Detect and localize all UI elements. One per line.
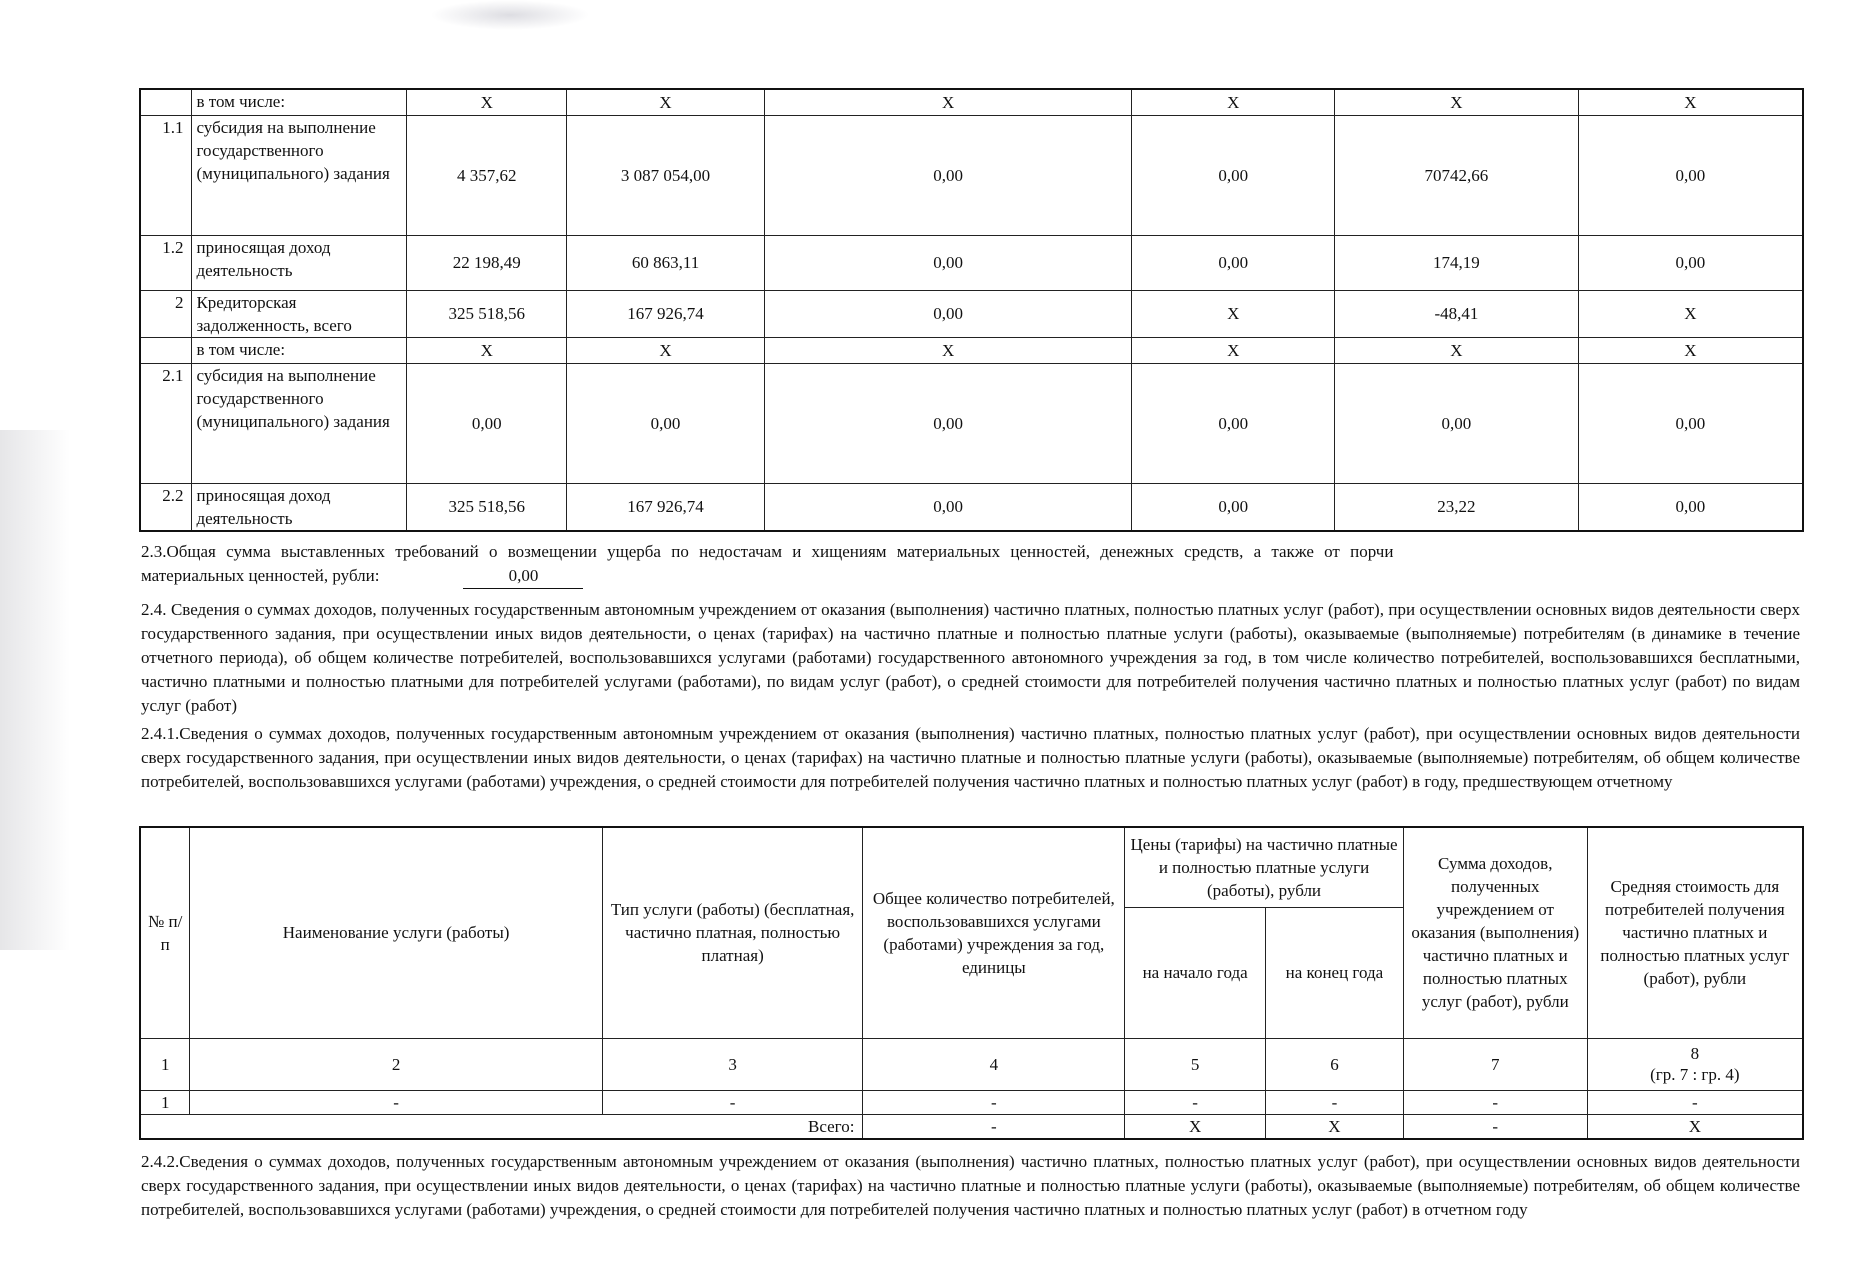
total-label: Всего:	[140, 1114, 863, 1139]
col-index: 4	[863, 1038, 1125, 1090]
value-cell: 4 357,62	[407, 115, 567, 235]
value-cell: 23,22	[1335, 483, 1579, 531]
total-cell: -	[863, 1114, 1125, 1139]
row-label: приносящая доход деятельность	[192, 483, 407, 531]
value-cell: X	[764, 89, 1131, 115]
row-number: 1.1	[140, 115, 192, 235]
col-header-service-name: Наименование услуги (работы)	[190, 827, 602, 1038]
section-2-4-1: 2.4.1.Сведения о суммах доходов, полученных государственным автономным учреждением от оказания (выполнения) частично платных, полностью платных услуг (работ), при осуществлении основных видов деятельности сверх государственного задания, при осуществлении иных видов деятельности, о ценах (тарифах) на частично платные и полностью платные услуги (работы), оказываемые (выполняемые) потребителям, об общем количестве потребителей, воспользовавшихся услугами (работами) учреждения, о средней стоимости для потребителей получения частично платных и полностью платных услуг (работ) в году, предшествующем отчетному	[141, 724, 1800, 791]
col-header-price-end: на конец года	[1266, 907, 1404, 1038]
value-cell: 0,00	[567, 363, 765, 483]
services-table	[139, 826, 1804, 1140]
value-cell: X	[1578, 89, 1803, 115]
value-cell: X	[1578, 290, 1803, 337]
row-number: 2.2	[140, 483, 192, 531]
col-index: 5	[1125, 1038, 1266, 1090]
col-index-8-number: 8	[1690, 1044, 1700, 1063]
debt-table-row	[140, 337, 1803, 363]
value-cell: 167 926,74	[567, 483, 765, 531]
damage-sum-value: 0,00	[463, 564, 583, 589]
table-cell: -	[1587, 1090, 1803, 1114]
row-label: субсидия на выполнение государственного (муниципального) задания	[192, 115, 407, 235]
table-cell: -	[190, 1090, 602, 1114]
col-header-number: № п/п	[140, 827, 190, 1038]
table-cell: -	[1125, 1090, 1266, 1114]
value-cell: 0,00	[1578, 115, 1803, 235]
total-row	[140, 1114, 1803, 1139]
value-cell: 70742,66	[1335, 115, 1579, 235]
table-cell: -	[1403, 1090, 1587, 1114]
value-cell: 0,00	[1578, 235, 1803, 290]
debt-table-row	[140, 89, 1803, 115]
scan-shadow	[0, 430, 70, 950]
table-cell: -	[602, 1090, 863, 1114]
col-index: 1	[140, 1038, 190, 1090]
value-cell: 3 087 054,00	[567, 115, 765, 235]
value-cell: X	[1335, 337, 1579, 363]
row-number	[140, 89, 192, 115]
debt-table	[139, 88, 1804, 532]
value-cell: X	[764, 337, 1131, 363]
debt-table-row	[140, 290, 1803, 337]
value-cell: 22 198,49	[407, 235, 567, 290]
value-cell: 0,00	[1335, 363, 1579, 483]
col-header-average-cost: Средняя стоимость для потребителей получения частично платных и полностью платных услуг (работ), рубли	[1587, 827, 1803, 1038]
table-row	[140, 1090, 1803, 1114]
value-cell: 0,00	[764, 363, 1131, 483]
total-cell: X	[1266, 1114, 1404, 1139]
column-index-row	[140, 1038, 1803, 1090]
value-cell: X	[407, 89, 567, 115]
value-cell: 325 518,56	[407, 290, 567, 337]
section-2-4-2: 2.4.2.Сведения о суммах доходов, полученных государственным автономным учреждением от оказания (выполнения) частично платных, полностью платных услуг (работ), при осуществлении основных видов деятельности сверх государственного задания, при осуществлении иных видов деятельности, о ценах (тарифах) на частично платные и полностью платные услуги (работы), оказываемые (выполняемые) потребителям, об общем количестве потребителей, воспользовавшихся услугами (работами) учреждения, о средней стоимости для потребителей получения частично платных и полностью платных услуг (работ) в отчетном году	[141, 1152, 1800, 1219]
value-cell: 0,00	[1578, 363, 1803, 483]
value-cell: 60 863,11	[567, 235, 765, 290]
value-cell: 0,00	[407, 363, 567, 483]
col-header-price-start: на начало года	[1125, 907, 1266, 1038]
row-label: субсидия на выполнение государственного (муниципального) задания	[192, 363, 407, 483]
total-cell: -	[1403, 1114, 1587, 1139]
total-cell: X	[1587, 1114, 1803, 1139]
value-cell: 325 518,56	[407, 483, 567, 531]
col-header-prices: Цены (тарифы) на частично платные и полностью платные услуги (работы), рубли	[1125, 827, 1404, 907]
value-cell: 0,00	[764, 483, 1131, 531]
value-cell: X	[567, 337, 765, 363]
value-cell: 167 926,74	[567, 290, 765, 337]
row-label: в том числе:	[192, 89, 407, 115]
row-number: 2.1	[140, 363, 192, 483]
debt-table-row	[140, 115, 1803, 235]
section-2-3-text: 2.3.Общая сумма выставленных требований о возмещении ущерба по недостачам и хищениям материальных ценностей, денежных средств, а также от порчи	[141, 542, 1394, 561]
value-cell: 174,19	[1335, 235, 1579, 290]
value-cell: 0,00	[1578, 483, 1803, 531]
value-cell: 0,00	[764, 235, 1131, 290]
table-cell: 1	[140, 1090, 190, 1114]
scan-mark	[430, 0, 590, 30]
value-cell: X	[1335, 89, 1579, 115]
debt-table-row	[140, 483, 1803, 531]
value-cell: 0,00	[1132, 363, 1335, 483]
value-cell: X	[407, 337, 567, 363]
row-label: Кредиторская задолженность, всего	[192, 290, 407, 337]
debt-table-row	[140, 363, 1803, 483]
col-index: 2	[190, 1038, 602, 1090]
table-cell: -	[1266, 1090, 1404, 1114]
table-cell: -	[863, 1090, 1125, 1114]
value-cell: 0,00	[1132, 483, 1335, 531]
value-cell: 0,00	[764, 290, 1131, 337]
value-cell: X	[1578, 337, 1803, 363]
col-index-8-note: (гр. 7 : гр. 4)	[1650, 1065, 1740, 1084]
value-cell: X	[1132, 89, 1335, 115]
col-header-income: Сумма доходов, полученных учреждением от оказания (выполнения) частично платных и полностью платных услуг (работ), рубли	[1403, 827, 1587, 1038]
value-cell: -48,41	[1335, 290, 1579, 337]
value-cell: 0,00	[1132, 115, 1335, 235]
debt-table-row	[140, 235, 1803, 290]
total-cell: X	[1125, 1114, 1266, 1139]
section-2-3-label: материальных ценностей, рубли:	[141, 566, 380, 585]
row-number: 2	[140, 290, 192, 337]
col-index: 6	[1266, 1038, 1404, 1090]
value-cell: X	[1132, 337, 1335, 363]
row-label: в том числе:	[192, 337, 407, 363]
col-index: 3	[602, 1038, 863, 1090]
col-index-8	[1587, 1038, 1803, 1090]
col-header-service-type: Тип услуги (работы) (бесплатная, частично платная, полностью платная)	[602, 827, 863, 1038]
row-label: приносящая доход деятельность	[192, 235, 407, 290]
col-index: 7	[1403, 1038, 1587, 1090]
section-2-4: 2.4. Сведения о суммах доходов, полученных государственным автономным учреждением от оказания (выполнения) частично платных, полностью платных услуг (работ), при осуществлении основных видов деятельности сверх государственного задания, при осуществлении иных видов деятельности, о ценах (тарифах) на частично платные и полностью платные услуги (работы), оказываемые (выполняемые) потребителям (в динамике в течение отчетного периода), об общем количестве потребителей, воспользовавшихся услугами (работами) государственного автономного учреждения за год, в том числе количество потребителей, воспользовавшихся бесплатными, частично платными и полностью платными для потребителей услугами (работами), по видам услуг (работ), о средней стоимости для потребителей получения частично платных и полностью платных услуг (работ) по видам услуг (работ)	[141, 600, 1800, 715]
section-2-3	[141, 540, 1800, 589]
value-cell: 0,00	[1132, 235, 1335, 290]
row-number: 1.2	[140, 235, 192, 290]
value-cell: X	[567, 89, 765, 115]
row-number	[140, 337, 192, 363]
value-cell: 0,00	[764, 115, 1131, 235]
value-cell: X	[1132, 290, 1335, 337]
col-header-consumer-count: Общее количество потребителей, воспользовавшихся услугами (работами) учреждения за год, единицы	[863, 827, 1125, 1038]
section-2-3-line2	[141, 564, 1800, 589]
